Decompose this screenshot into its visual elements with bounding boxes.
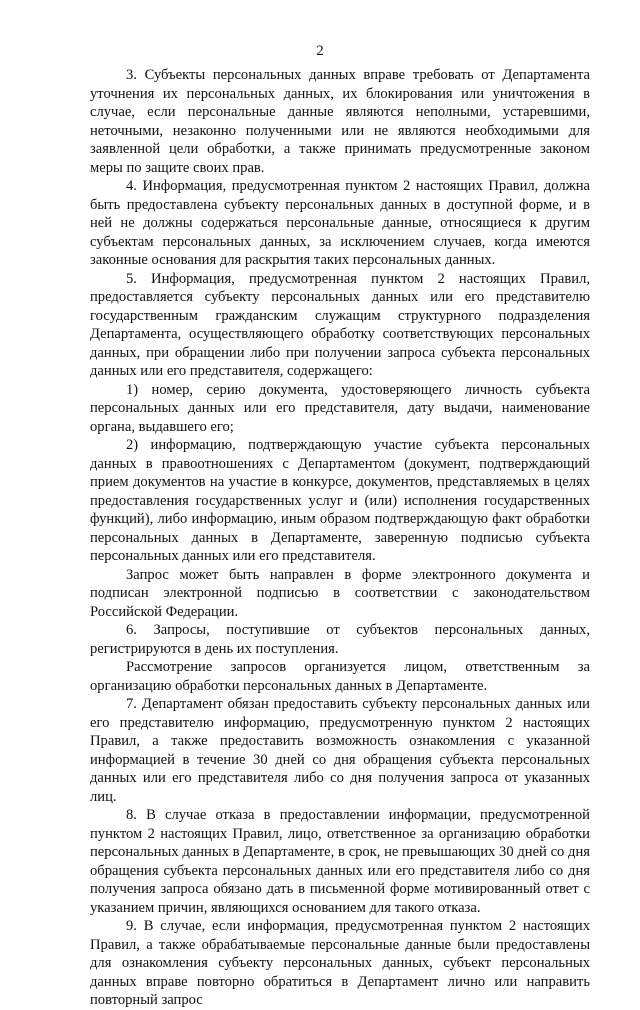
paragraph-clause-7: 7. Департамент обязан предоставить субъекту персональных данных или его представителю информацию, предусмотренную пунктом 2 настоящих Правил, а также предоставить возможность ознакомления с указанной информацией в течение 30 дней со дня обращения субъекта персональных данных или его представителя либо со дня получения запроса от указанных лиц. [90,696,590,805]
paragraph-clause-5: 5. Информация, предусмотренная пунктом 2 настоящих Правил, предоставляется субъекту персональных данных или его представителю государственным гражданским служащим структурного подразделения Департамента, осуществляющего обработку соответствующих персональных данных, при обращении либо при получении запроса субъекта персональных данных или его представителя, содержащего: [90,270,590,379]
page-number: 2 [316,43,324,59]
document-body [90,66,590,1010]
paragraph-electronic-request: Запрос может быть направлен в форме электронного документа и подписан электронной подписью в соответствии с законодательством Российской Федерации. [90,566,590,620]
paragraph-clause-6: 6. Запросы, поступившие от субъектов персональных данных, регистрируются в день их поступления. [90,622,590,657]
paragraph-clause-4: 4. Информация, предусмотренная пунктом 2 настоящих Правил, должна быть предоставлена субъекту персональных данных в доступной форме, и в ней не должны содержаться персональные данные, относящиеся к другим субъектам персональных данных, за исключением случаев, когда имеются законные основания для раскрытия таких персональных данных. [90,178,590,268]
paragraph-request-review: Рассмотрение запросов организуется лицом, ответственным за организацию обработки персональных данных в Департаменте. [90,659,590,694]
paragraph-subitem-1: 1) номер, серию документа, удостоверяющего личность субъекта персональных данных или его представителя, дату выдачи, наименование органа, выдавшего его; [90,381,590,435]
paragraph-clause-8: 8. В случае отказа в предоставлении информации, предусмотренной пунктом 2 настоящих Правил, лицо, ответственное за организацию обработки персональных данных в Департаменте, в срок, не превышающих 30 дней со дня обращения субъекта персональных данных или его представителя либо со дня получения запроса обязано дать в письменной форме мотивированный ответ с указанием причин, являющихся основанием для такого отказа. [90,807,590,916]
paragraph-clause-9: 9. В случае, если информация, предусмотренная пунктом 2 настоящих Правил, а также обрабатываемые персональные данные были предоставлены для ознакомления субъекту персональных данных, субъект персональных данных вправе повторно обратиться в Департамент лично или направить повторный запрос [90,918,590,1008]
paragraph-subitem-2: 2) информацию, подтверждающую участие субъекта персональных данных в правоотношениях с Департаментом (документ, подтверждающий прием документов на участие в конкурсе, документов, представляемых в целях предоставления государственных услуг и (или) исполнения государственных функций), либо информацию, иным образом подтверждающую факт обработки персональных данных в Департаменте, заверенную подписью субъекта персональных данных или его представителя. [90,437,590,564]
paragraph-clause-3: 3. Субъекты персональных данных вправе требовать от Департамента уточнения их персональных данных, их блокирования или уничтожения в случае, если персональные данные являются неполными, устаревшими, неточными, незаконно полученными или не являются необходимыми для заявленной цели обработки, а также принимать предусмотренные законом меры по защите своих прав. [90,67,590,176]
